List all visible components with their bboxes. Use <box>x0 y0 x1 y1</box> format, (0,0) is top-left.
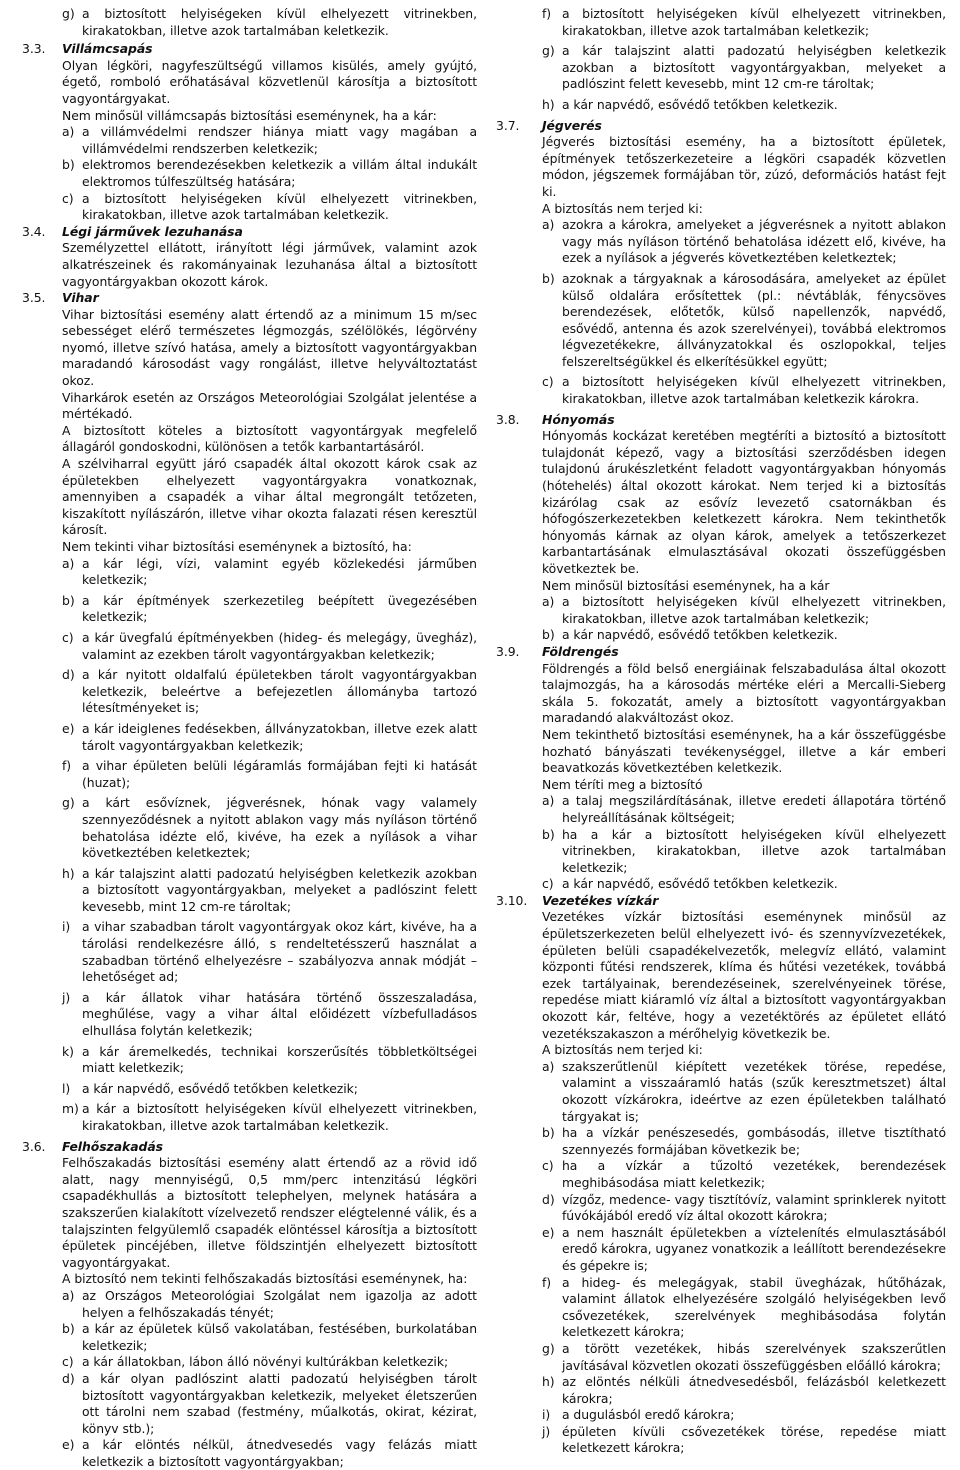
list-item: c) ha a vízkár a tűzoltó vezetékek, berendezések meghibásodása miatt keletkezik; <box>542 1158 946 1190</box>
list-item: f) a vihar épületen belüli légáramlás formájában fejti ki hatását (huzat); <box>62 758 477 790</box>
section-3-10 <box>496 893 946 1457</box>
section-3-5 <box>22 290 477 1135</box>
list-item: f) a hideg- és melegágyak, stabil üvegházak, hűtőházak, valamint állatok elhelyezésére szolgáló helyiségekben levő csővezetékek, szerelvények meghibásodása folytán keletkezett károkra; <box>542 1274 946 1340</box>
list-item: b) azoknak a tárgyaknak a károsodására, amelyeket az épület külső oldalára erősítettek (pl.: névtáblák, fénycsöves berendezések, előtetők, külső napellenzők, napvédő, esővédő, antenna és azok szerelvényei), továbbá elektromos légvezetékekre, állványzatokkal és oszlopokkal, teljes felszereltségükkel és elkerítésükkel együtt; <box>542 270 946 369</box>
exclusion-list <box>62 1288 477 1470</box>
exclusion-list <box>542 217 946 408</box>
list-item: c) a kár állatokban, lábon álló növényi kultúrákban keletkezik; <box>62 1354 449 1370</box>
list-item: a) a biztosított helyiségeken kívül elhelyezett vitrinekben, kirakatokban, illetve azok tartalmában keletkezik; <box>542 594 946 626</box>
section-3-3 <box>22 41 477 224</box>
section-number: 3.5. <box>22 290 46 306</box>
list-item: e) a nem használt épületekben a víztelenítés elmulasztásából eredő károkra, ugyanez vonatkozik a leállított berendezésekre és gépekre is; <box>542 1224 946 1273</box>
paragraph: Olyan légköri, nagyfeszültségű villamos kisülés, amely gyújtó, égető, romboló erőhatásával közvetlenül károsítja a biztosított vagyontárgyakat. <box>62 57 477 106</box>
paragraph: Nem tekinti vihar biztosítási eseménynek a biztosító, ha: <box>62 539 412 554</box>
exclusion-list <box>62 556 477 1135</box>
list-item: d) vízgőz, medence- vagy tisztítóvíz, valamint sprinklerek nyitott fúvókájából eredő víz által okozott károkra; <box>542 1191 946 1224</box>
list-item: h) a kár napvédő, esővédő tetőkben keletkezik. <box>542 96 838 112</box>
list-item: k) a kár áremelkedés, technikai korszerűsítés többletköltségei miatt keletkezik; <box>62 1043 477 1076</box>
list-item: j) a kár állatok vihar hatására történő összeszaladása, meghűlése, vagy a vihar által előidézett vízbefulladásos elhullása folytán keletkezik; <box>62 989 477 1039</box>
paragraph: Személyzettel ellátott, irányított légi járművek, valamint azok alkatrészeinek és rakományainak lezuhanása által a biztosított vagyontárgyakban okozott károk. <box>62 240 477 289</box>
section-title: Jégverés <box>542 117 602 133</box>
paragraph: Földrengés a föld belső energiáinak felszabadulása által okozott talajmozgás, ha a károsodás mértéke eléri a Mercalli-Sieberg skála 5. fokozatát, amely a biztosított vagyontárgyakban maradandó alakváltozást okoz. <box>542 660 946 726</box>
list-item: e) a kár elöntés nélkül, átnedvesedés vagy felázás miatt keletkezik a biztosított vagyontárgyakban; <box>62 1437 477 1469</box>
section-number: 3.10. <box>496 892 528 908</box>
section-number: 3.8. <box>496 411 520 427</box>
list-item: c) a kár napvédő, esővédő tetőkben keletkezik. <box>542 876 838 892</box>
list-item: b) elektromos berendezésekben keletkezik a villám által indukált elektromos túlfeszültség hatására; <box>62 157 477 189</box>
list-item: b) a kár napvédő, esővédő tetőkben keletkezik. <box>542 627 838 643</box>
exclusion-list <box>542 1059 946 1457</box>
list-item: b) ha a vízkár penészesedés, gombásodás, illetve tisztítható szennyezés formájában következik be; <box>542 1125 946 1157</box>
list-item: a) a talaj megszilárdításának, illetve eredeti állapotára történő helyreállításának költségeit; <box>542 793 946 825</box>
list-item: a) szakszerűtlenül kiépített vezetékek törése, repedése, valamint a visszaáramló hatás (szűk keresztmetszet) által okozott vízkárokra, ideértve az ezen épületekben található tárgyakat is; <box>542 1058 946 1124</box>
section-title: Felhőszakadás <box>62 1138 163 1154</box>
section-number: 3.7. <box>496 117 520 133</box>
list-item: g) a biztosított helyiségeken kívül elhelyezett vitrinekben, kirakatokban, illetve azok tartalmában keletkezik. <box>62 6 477 38</box>
section-title: Villámcsapás <box>62 41 153 57</box>
paragraph: Viharkárok esetén az Országos Meteorológiai Szolgálat jelentése a mértékadó. <box>62 389 477 422</box>
section-3-4 <box>22 224 477 290</box>
list-item: b) ha a kár a biztosított helyiségeken kívül elhelyezett vitrinekben, kirakatokban, illetve azok tartalmában keletkezik; <box>542 826 946 875</box>
section-title: Vihar <box>62 290 99 306</box>
list-item: a) az Országos Meteorológiai Szolgálat nem igazolja az adott helyen a felhőszakadás tényét; <box>62 1287 477 1320</box>
list-item: h) az elöntés nélküli átnedvesedésből, felázásból keletkezett károkra; <box>542 1374 946 1406</box>
list-item: m) a kár a biztosított helyiségeken kívül elhelyezett vitrinekben, kirakatokban, illetve azok tartalmában keletkezik. <box>62 1101 477 1133</box>
paragraph: Hónyomás kockázat keretében megtéríti a biztosító a biztosított tulajdonát képező, vagy a biztosítási szerződésben idegen tulajdonú árukészletként feladott vagyontárgyakban hónyomás (hótehelés) által okozott károkat. Nem terjed ki a biztosítás kizárólag csak az esővíz levezető csatornákban és hófogószerkezetekben keletkezett károkra. Nem tekinthetők hónyomás kárnak az olyan károk, amelyek a tetőszerkezet karbantartásának elmulasztásával okozati összefüggésben következtek be. <box>542 428 946 576</box>
list-item: g) a törött vezetékek, hibás szerelvények szakszerűtlen javításával közvetlen okozati összefüggésben előálló károkra; <box>542 1340 946 1373</box>
paragraph: Vihar biztosítási esemény alatt értendő az a minimum 15 m/sec sebességet elérő természetes légmozgás, szélölökés, légörvény nyomó, illetve szívó hatása, amely a biztosított vagyontárgyakban maradandó károsodást vagy rongálást, illetve helyváltoztatást okoz. <box>62 306 477 389</box>
section-3-8 <box>496 412 946 644</box>
list-item: a) azokra a károkra, amelyeket a jégverésnek a nyitott ablakon vagy más nyíláson történő behatolása idézett elő, kivéve, ha ezek a nyílások a jégverés következtében keletkeztek; <box>542 217 946 266</box>
list-item: e) a kár ideiglenes fedésekben, állványzatokban, illetve ezek alatt tárolt vagyontárgyakban keletkezik; <box>62 720 477 753</box>
list-item: g) a kárt esővíznek, jégverésnek, hónak vagy valamely szennyeződésnek a nyitott ablakon vagy más nyíláson történő behatolása idézte elő, kivéve, ha ezek a nyílások a vihar következtében keletkeztek; <box>62 795 477 861</box>
left-top-list <box>62 6 477 39</box>
section-title: Földrengés <box>542 643 619 659</box>
exclusion-list <box>62 124 477 224</box>
list-item: b) a kár az épületek külső vakolatában, festésében, burkolatában keletkezik; <box>62 1321 477 1353</box>
section-3-6 <box>22 1139 477 1470</box>
paragraph: Nem minősül villámcsapás biztosítási eseménynek, ha a kár: <box>62 107 437 123</box>
paragraph: Nem minősül biztosítási eseménynek, ha a kár <box>542 577 830 593</box>
paragraph: Felhőszakadás biztosítási esemény alatt értendő az a rövid idő alatt, nagy mennyiségű, 0,5 mm/perc intenzitású légköri csapadékhullás a biztosított telephelyen, melynek hatására a szakszerűen kialakított vízelvezető rendszer elégtelenné válik, és a talajszinten felgyülemlő csapadék elöntéssel károsítja a biztosított épületek pincéjében, illetve földszintjén elhelyezett biztosított vagyontárgyakat. <box>62 1155 477 1270</box>
paragraph: A biztosítás nem terjed ki: <box>542 1042 703 1058</box>
section-title: Hónyomás <box>542 411 615 427</box>
section-number: 3.6. <box>22 1138 46 1154</box>
paragraph: A biztosított köteles a biztosított vagyontárgyak megfelelő állagáról gondoskodni, különösen a tetők karbantartásáról. <box>62 422 477 455</box>
section-title: Légi járművek lezuhanása <box>62 223 243 239</box>
exclusion-list <box>542 594 946 644</box>
paragraph: A biztosító nem tekinti felhőszakadás biztosítási eseménynek, ha: <box>62 1271 468 1287</box>
list-item: i) a dugulásból eredő károkra; <box>542 1407 735 1423</box>
list-item: f) a biztosított helyiségeken kívül elhelyezett vitrinekben, kirakatokban, illetve azok tartalmában keletkezik; <box>542 6 946 38</box>
paragraph: A szélviharral együtt járó csapadék által okozott károk csak az épületekben elhelyezett vagyontárgyakra vonatkoznak, amennyiben a csapadék a vihar által megrongált tetőzeten, kiszakított nyílászárón, illetve vihar okozta falazati résen keresztül károsít. <box>62 456 477 538</box>
list-item: c) a biztosított helyiségeken kívül elhelyezett vitrinekben, kirakatokban, illetve azok tartalmában keletkezik. <box>62 190 477 223</box>
exclusion-list <box>542 793 946 893</box>
list-item: l) a kár napvédő, esővédő tetőkben keletkezik; <box>62 1080 358 1096</box>
right-column <box>496 6 946 1457</box>
left-column <box>22 6 477 1470</box>
section-title: Vezetékes vízkár <box>542 892 659 908</box>
paragraph: Vezetékes vízkár biztosítási eseménynek minősül az épületszerkezeten belül elhelyezett ivó- és szennyvízvezetékek, épületen belüli csapadékelvezetők, melegvíz ellátó, valamint központi fűtési rendszerek, klíma és hűtési vezetékek, továbbá ezek tartályainak, berendezéseinek, szerelvényeinek törése, repedése miatt kiáramló víz által a biztosított vagyontárgyakban okozott kár, feltéve, hogy a vezetéktörés az épületet ellátó vezetékszakaszon a mérőhelyig következik be. <box>542 909 946 1041</box>
section-number: 3.4. <box>22 223 46 239</box>
list-item: d) a kár olyan padlószint alatti padozatú helyiségben tárolt biztosított vagyontárgyakban keletkezik, melyeket életszerűen ott tárolni nem szabad (festmény, műalkotás, okirat, kézirat, könyv stb.); <box>62 1370 477 1436</box>
list-item: b) a kár építmények szerkezetileg beépített üvegezésében keletkezik; <box>62 592 477 625</box>
paragraph: Nem téríti meg a biztosító <box>542 776 703 792</box>
list-item: a) a kár légi, vízi, valamint egyéb közlekedési járműben keletkezik; <box>62 555 477 588</box>
section-3-7 <box>496 118 946 408</box>
right-top-list <box>542 6 946 114</box>
paragraph: Nem tekinthető biztosítási eseménynek, ha a kár összefüggésbe hozható bányászati tevékenységgel, illetve a kár emberi beavatkozás következtében keletkezik. <box>542 726 946 776</box>
paragraph: A biztosítás nem terjed ki: <box>542 200 703 216</box>
list-item: j) épületen kívüli csővezetékek törése, repedése miatt keletkezett károkra; <box>542 1423 946 1456</box>
section-3-9 <box>496 644 946 893</box>
list-item: c) a biztosított helyiségeken kívül elhelyezett vitrinekben, kirakatokban, illetve azok tartalmában keletkezik károkra. <box>542 374 946 407</box>
section-number: 3.3. <box>22 41 46 57</box>
list-item: i) a vihar szabadban tárolt vagyontárgyak okoz kárt, kivéve, ha a tárolási rendelkezésre álló, s rendeltetésszerű használat a szabadban történő elhelyezésre – szabályozva annak módját – lehetőséget ad; <box>62 919 477 985</box>
list-item: g) a kár talajszint alatti padozatú helyiségben keletkezik azokban a biztosított vagyontárgyakban, melyeket a padlószint felett kevesebb, mint 12 cm-re tároltak; <box>542 43 946 92</box>
list-item: h) a kár talajszint alatti padozatú helyiségben keletkezik azokban a biztosított vagyontárgyakban, melyeket a padlószint felett kevesebb, mint 12 cm-re tároltak; <box>62 865 477 914</box>
list-item: c) a kár üvegfalú építményekben (hideg- és melegágy, üvegház), valamint az ezekben tárolt vagyontárgyakban keletkezik; <box>62 629 477 662</box>
list-item: a) a villámvédelmi rendszer hiánya miatt vagy magában a villámvédelmi rendszerben keletkezik; <box>62 124 477 156</box>
paragraph: Jégverés biztosítási esemény, ha a biztosított épületek, építmények tetőszerkezeteire a légköri csapadék közvetlen módon, jégszemek formájában tör, zúzó, deformációs hatást fejt ki. <box>542 134 946 199</box>
list-item: d) a kár nyitott oldalfalú épületekben tárolt vagyontárgyakban keletkezik, beleértve a befejezetlen állományba tartozó létesítményeket is; <box>62 667 477 716</box>
section-number: 3.9. <box>496 643 520 659</box>
